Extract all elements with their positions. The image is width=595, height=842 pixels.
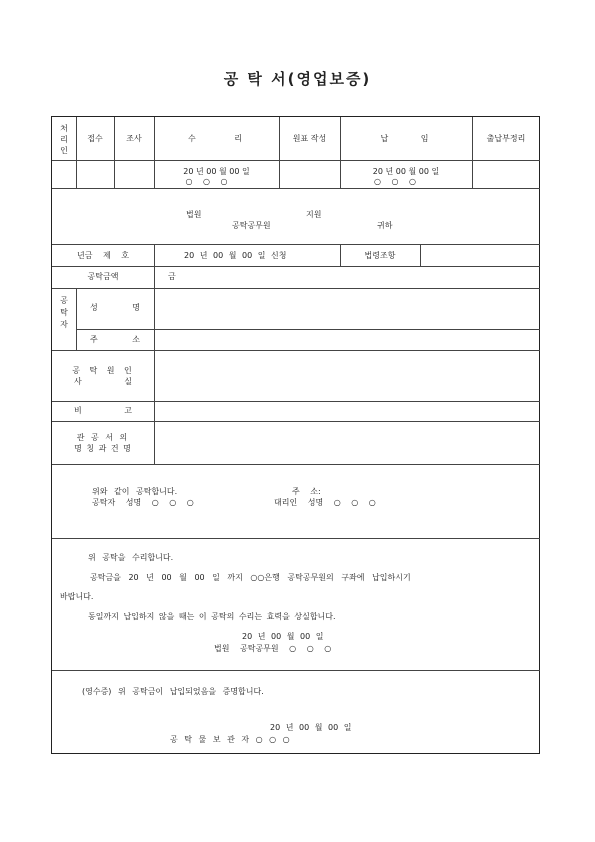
notice-date: 20 년 00 월 00 일 [242,632,324,641]
acceptance-date: 20 년 00 월 00 일 [183,167,250,176]
notice-line2: 공탁금을 20 년 00 월 00 일 까지 ○○은행 공탁공무원의 구좌에 납입하시기 [90,573,411,582]
year-number-label: 년금 제 호 [77,251,129,260]
payment-date: 20 년 00 월 00 일 [372,167,440,176]
branch-label: 지원 [306,210,322,219]
declaration-agent: 대리인 성명 ○ ○ ○ [274,498,376,507]
notice-signature: 법원 공탁공무원 ○ ○ ○ [214,644,332,653]
depositor-label: 공탁자 [60,296,68,329]
office-label-line1: 관 공 서 의 [76,433,130,442]
declaration-depositor: 공탁자 성명 ○ ○ ○ [92,498,194,507]
payment-label: 납 임 [380,134,432,143]
officer-label: 공탁공무원 [232,221,271,230]
address-label: 주 소 [90,335,140,344]
name-label: 성 명 [90,303,140,312]
cause-label-line1: 공 탁 원 인 [72,366,134,375]
acceptance-signature: ○ ○ ○ [185,177,228,186]
ledger-label: 원표 작성 [292,134,327,143]
deposit-form [51,116,540,754]
investigation-label: 조사 [126,134,142,143]
notice-line4: 동일까지 납입하지 않을 때는 이 공탁의 수리는 효력을 상실합니다. [88,612,336,621]
acceptance-label: 수 리 [188,134,245,143]
page-title: 공 탁 서(영업보증) [223,70,372,88]
ledger-clerk-label: 출납부정리 [486,134,526,143]
statute-label: 법령조항 [364,251,396,260]
application-date: 20 년 00 월 00 일 신청 [184,251,287,260]
payment-signature: ○ ○ ○ [373,177,417,186]
amount-label: 공탁금액 [87,272,119,281]
office-label-line2: 명 칭 과 건 명 [74,444,132,453]
processor-label: 처리인 [60,124,68,155]
notice-line1: 위 공탁을 수리합니다. [88,553,174,562]
cause-label-line2: 사 실 [74,377,132,386]
receipt-date: 20 년 00 월 00 일 [270,723,352,732]
reception-label: 접수 [87,134,103,143]
notice-line3: 바랍니다. [60,592,94,601]
amount-value: 금 [168,272,176,281]
declaration-text: 위와 같이 공탁합니다. [92,487,178,496]
remarks-label: 비 고 [74,406,132,415]
court-label: 법원 [186,210,202,219]
honorific-label: 귀하 [377,221,393,230]
receipt-custodian: 공 탁 물 보 관 자 ○ ○ ○ [170,735,290,744]
declaration-address: 주 소: [292,487,321,496]
receipt-text: (영수증) 위 공탁금이 납입되었음을 증명합니다. [82,687,264,696]
